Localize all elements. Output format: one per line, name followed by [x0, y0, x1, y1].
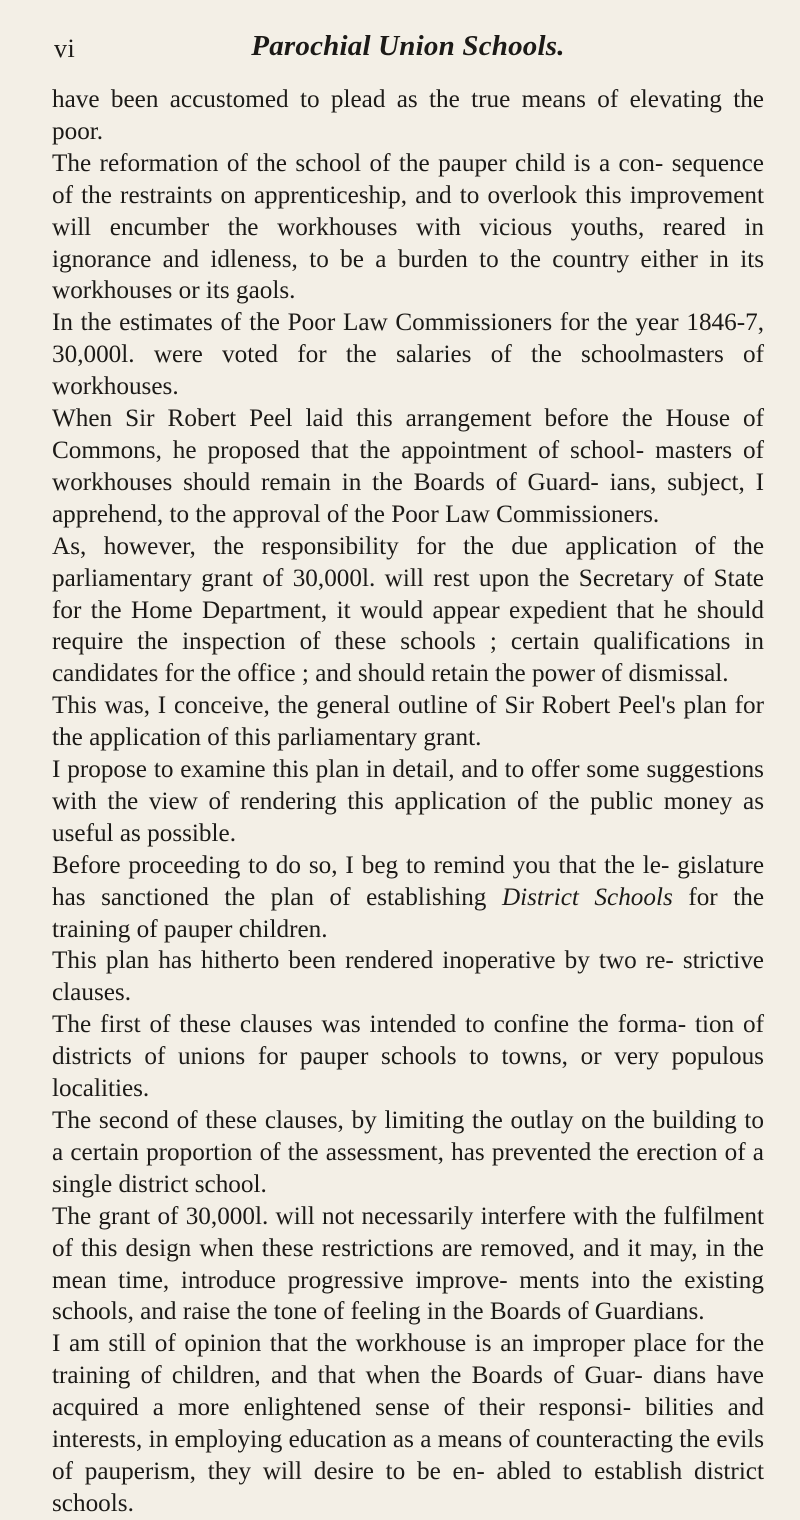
paragraph-8-tail: for the training of pauper children. [52, 883, 765, 943]
paragraph-10: The first of these clauses was intended to confine the forma- tion of districts of unions for pauper schools to towns, or very populous localities. [52, 1011, 764, 1103]
paragraph-11: The second of these clauses, by limiting the outlay on the building to a certain proportion of the assessment, has prevented the erection of a single district school. [52, 1107, 764, 1198]
paragraph-8 [52, 850, 764, 946]
paragraph-6: This was, I conceive, the general outline of Sir Robert Peel's plan for the application of this parliamentary grant. [52, 692, 764, 752]
running-title: Parochial Union Schools. [251, 30, 565, 62]
paragraph-2: The reformation of the school of the pauper child is a con- sequence of the restraints on apprenticeship, and to overlook this improvement will encumber the workhouses with vicious youths, reared in ignorance and idleness, to be a burden to the country either in its workhouses or its gaols. [52, 149, 764, 305]
paragraph-7: I propose to examine this plan in detail, and to offer some suggestions with the view of rendering this application of the public money as useful as possible. [52, 756, 764, 847]
body-text [52, 84, 764, 1520]
paragraph-3: In the estimates of the Poor Law Commissioners for the year 1846-7, 30,000l. were voted for the salaries of the schoolmasters of workhouses. [52, 309, 764, 401]
district-schools-emphasis: District Schools [501, 883, 673, 911]
paragraph-12: The grant of 30,000l. will not necessarily interfere with the fulfilment of this design when these restrictions are removed, and it may, in the mean time, introduce progressive improve- ments into the existing schools, and raise the tone of feeling in the Boards of Guardians. [52, 1202, 764, 1326]
document-page [52, 22, 765, 1517]
paragraph-1: have been accustomed to plead as the true means of elevating the poor. [52, 86, 764, 145]
paragraph-9: This plan has hitherto been rendered inoperative by two re- strictive clauses. [52, 947, 764, 1007]
page-number: vi [54, 34, 76, 63]
paragraph-8-lead: Before proceeding to do so, I beg to remind you that the le- gislature has sanctioned the plan of establishing [52, 851, 764, 911]
paragraph-5: As, however, the responsibility for the due application of the parliamentary grant of 30,000l. will rest upon the Secretary of State for the Home Department, it would appear expedient that he should require the inspection of these schools ; certain qualifications in candidates for the office ; and should retain the power of dismissal. [52, 532, 764, 688]
paragraph-4: When Sir Robert Peel laid this arrangement before the House of Commons, he proposed that the appointment of school- masters of workhouses should remain in the Boards of Guard- ians, subject, I apprehend, to the approval of the Poor Law Commissioners. [52, 405, 764, 528]
page-header [52, 22, 764, 66]
paragraph-13: I am still of opinion that the workhouse is an improper place for the training of children, and that when the Boards of Guar- dians have acquired a more enlightened sense of their responsi- bilities and interests, in employing education as a means of counteracting the evils of pauperism, they will desire to be en- abled to establish district schools. [52, 1330, 764, 1517]
